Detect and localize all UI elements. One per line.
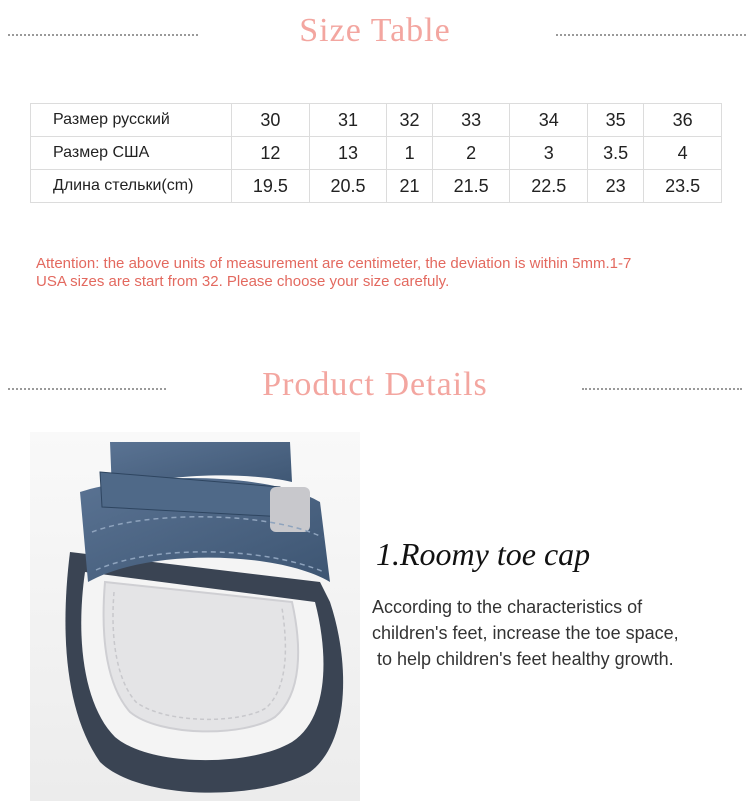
feature-desc-line: to help children's feet healthy growth. (372, 649, 674, 669)
size-table (30, 103, 722, 203)
table-cell: 13 (309, 137, 387, 170)
row-label: Размер США (31, 137, 232, 170)
product-details-title: Product Details (262, 366, 488, 403)
table-cell: 2 (432, 137, 510, 170)
divider-right (556, 34, 746, 36)
sandal-illustration (30, 432, 360, 801)
divider-right (582, 388, 742, 390)
feature-description (372, 594, 732, 672)
table-cell: 3.5 (588, 137, 644, 170)
table-row (31, 170, 722, 203)
table-cell: 3 (510, 137, 588, 170)
row-label: Размер русский (31, 104, 232, 137)
table-cell: 31 (309, 104, 387, 137)
table-cell: 36 (644, 104, 722, 137)
feature-desc-line: According to the characteristics of (372, 597, 643, 617)
row-label: Длина стельки(cm) (31, 170, 232, 203)
table-cell: 20.5 (309, 170, 387, 203)
size-table-title: Size Table (299, 12, 451, 49)
attention-note (36, 255, 726, 291)
table-cell: 32 (387, 104, 432, 137)
table-cell: 12 (232, 137, 310, 170)
product-photo (30, 432, 360, 801)
table-cell: 35 (588, 104, 644, 137)
table-cell: 23 (588, 170, 644, 203)
table-cell: 21.5 (432, 170, 510, 203)
feature-title: 1.Roomy toe cap (376, 536, 591, 572)
table-cell: 21 (387, 170, 432, 203)
table-cell: 23.5 (644, 170, 722, 203)
table-cell: 34 (510, 104, 588, 137)
table-row (31, 137, 722, 170)
feature-desc-line: children's feet, increase the toe space, (372, 623, 679, 643)
table-cell: 30 (232, 104, 310, 137)
table-cell: 22.5 (510, 170, 588, 203)
attention-line: Attention: the above units of measurement are centimeter, the deviation is within 5mm.1-7 (36, 255, 632, 272)
table-cell: 1 (387, 137, 432, 170)
table-cell: 4 (644, 137, 722, 170)
attention-line: USA sizes are start from 32. Please choose your size carefuly. (36, 273, 450, 290)
table-row (31, 104, 722, 137)
table-cell: 19.5 (232, 170, 310, 203)
table-cell: 33 (432, 104, 510, 137)
